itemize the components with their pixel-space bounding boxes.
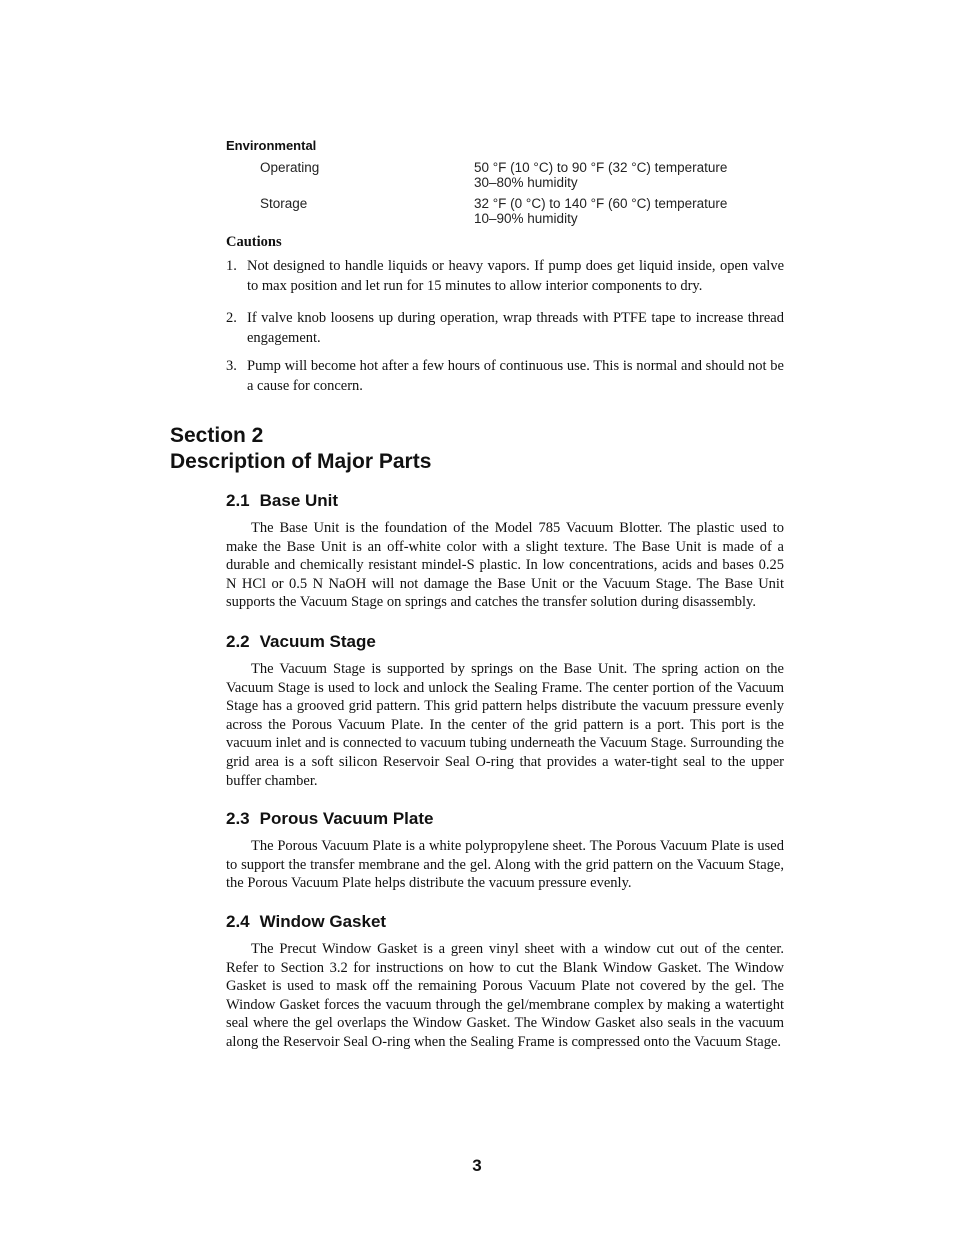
caution-number: 3.	[226, 358, 237, 374]
paragraph-base-unit: The Base Unit is the foundation of the Model 785 Vacuum Blotter. The plastic used to make the Base Unit is an off-white color with a slight texture. The Base Unit is made of a durable and chemically resistant mindel-S plastic. In low concentrations, acids and bases 0.25 N HCl or 0.5 N NaOH will not damage the Base Unit or the Vacuum Stage. The Base Unit supports the Vacuum Stage on springs and catches the transfer solution during disassembly.	[226, 520, 784, 611]
section-name: Description of Major Parts	[170, 450, 432, 473]
environmental-heading: Environmental	[226, 138, 317, 153]
caution-number: 2.	[226, 310, 237, 326]
caution-item	[226, 309, 784, 348]
subsection-heading-vacuum-stage	[226, 632, 376, 652]
caution-text: If valve knob loosens up during operation, wrap threads with PTFE tape to increase thread engagement.	[247, 310, 784, 346]
env-storage-label: Storage	[260, 196, 308, 211]
section-number: Section 2	[170, 424, 264, 447]
page-number: 3	[472, 1156, 482, 1175]
caution-number: 1.	[226, 258, 237, 274]
subsection-heading-base-unit	[226, 491, 338, 511]
env-operating-value	[474, 160, 727, 190]
paragraph-vacuum-stage: The Vacuum Stage is supported by springs on the Base Unit. The spring action on the Vacuum Stage is used to lock and unlock the Sealing Frame. The center portion of the Vacuum Stage has a grooved grid pattern. This grid pattern helps distribute the vacuum pressure evenly across the Porous Vacuum Plate. In the center of the grid pattern is a port. This port is the vacuum inlet and is connected to vacuum tubing underneath the Vacuum Stage. Surrounding the grid area is a soft silicon Reservoir Seal O-ring that provides a water-tight seal to the upper buffer chamber.	[226, 661, 784, 789]
caution-item	[226, 357, 784, 396]
caution-text: Pump will become hot after a few hours of continuous use. This is normal and should not be a cause for concern.	[247, 358, 784, 394]
subsection-title: Vacuum Stage	[259, 632, 376, 651]
env-operating-label: Operating	[260, 160, 320, 175]
subsection-heading-porous-vacuum-plate	[226, 809, 433, 829]
paragraph-porous-vacuum-plate: The Porous Vacuum Plate is a white polypropylene sheet. The Porous Vacuum Plate is used to support the transfer membrane and the gel. Along with the grid pattern on the Vacuum Stage, the Porous Vacuum Plate helps distribute the vacuum pressure evenly.	[226, 838, 784, 892]
cautions-heading: Cautions	[226, 234, 282, 250]
env-storage-humidity: 10–90% humidity	[474, 211, 578, 226]
paragraph-window-gasket: The Precut Window Gasket is a green vinyl sheet with a window cut out of the center. Refer to Section 3.2 for instructions on how to cut the Blank Window Gasket. The Window Gasket is used to mask off the remaining Porous Vacuum Plate not covered by the gel. The Window Gasket forces the vacuum through the gel/membrane complex by making a watertight seal where the gel overlaps the Window Gasket. The Window Gasket also seals in the vacuum along the Reservoir Seal O-ring when the Sealing Frame is compressed onto the Vacuum Stage.	[226, 941, 784, 1050]
subsection-title: Window Gasket	[259, 912, 387, 931]
subsection-number: 2.4	[226, 912, 250, 931]
subsection-number: 2.3	[226, 809, 250, 828]
caution-item	[226, 257, 784, 296]
caution-text: Not designed to handle liquids or heavy vapors. If pump does get liquid inside, open valve to max position and let run for 15 minutes to allow interior components to dry.	[247, 258, 784, 294]
subsection-title: Porous Vacuum Plate	[259, 809, 434, 828]
env-storage-value	[474, 196, 727, 226]
subsection-heading-window-gasket	[226, 912, 386, 932]
section-title	[170, 423, 431, 475]
env-operating-humidity: 30–80% humidity	[474, 175, 578, 190]
subsection-number: 2.2	[226, 632, 250, 651]
env-operating-temperature: 50 °F (10 °C) to 90 °F (32 °C) temperature	[474, 160, 728, 175]
env-storage-temperature: 32 °F (0 °C) to 140 °F (60 °C) temperature	[474, 196, 728, 211]
subsection-title: Base Unit	[259, 491, 339, 510]
subsection-number: 2.1	[226, 491, 250, 510]
